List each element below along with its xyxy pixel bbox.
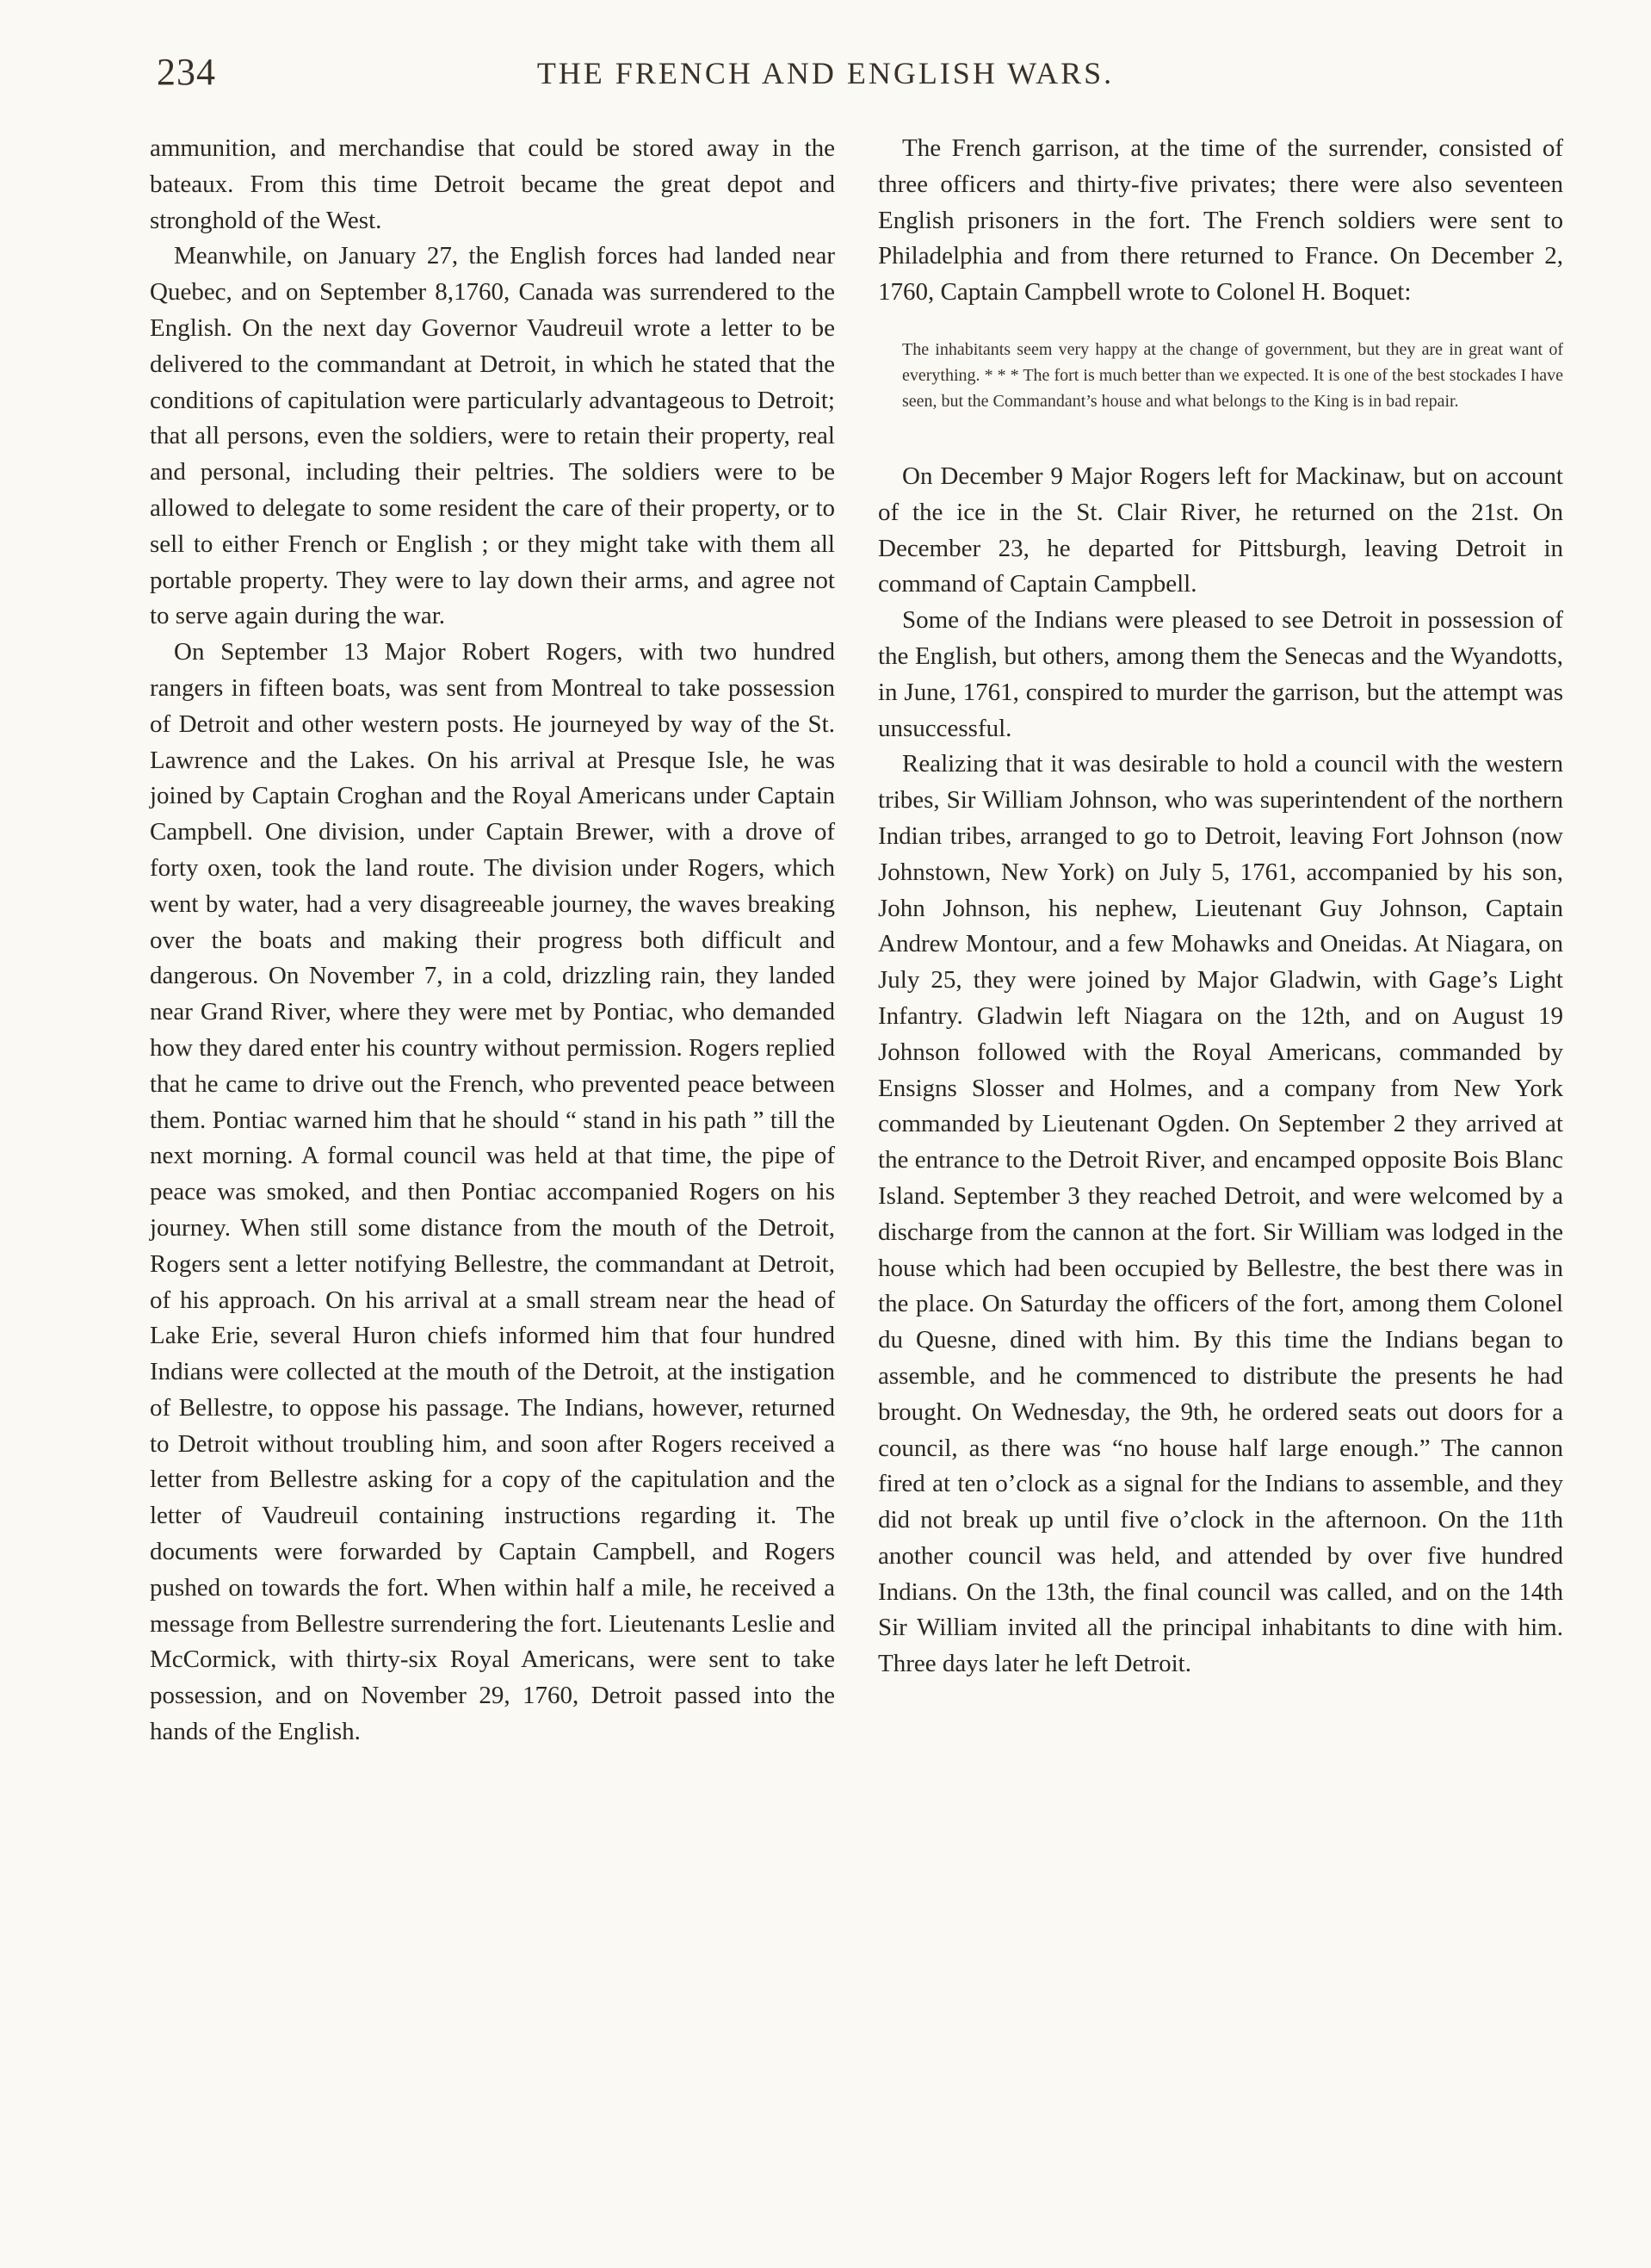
quote-text: The inhabitants seem very happy at the change of government, but they are in great want of everything. * * * The fort is much better than we expected. It is one of the best stockades I have seen, but the Commandant’s house and what belongs to the King is in bad repair.	[902, 339, 1563, 411]
paragraph: Some of the Indians were pleased to see Detroit in possession of the English, but others, among them the Senecas and the Wyandotts, in June, 1761, conspired to murder the garrison, but the attempt was unsuccessful.	[878, 606, 1563, 742]
paragraph: The French garrison, at the time of the surrender, consisted of three officers and thirty-five privates; there were also seventeen English prisoners in the fort. The French soldiers were sent to Philadelphia and from there returned to France. On December 2, 1760, Captain Campbell wrote to Colonel H. Boquet:	[878, 134, 1563, 307]
left-column	[150, 131, 835, 1751]
page-number: 234	[157, 51, 216, 93]
running-title: THE FRENCH AND ENGLISH WARS.	[536, 56, 1115, 90]
paragraph: On December 9 Major Rogers left for Mackinaw, but on account of the ice in the St. Clair River, he returned on the 21st. On December 23, he departed for Pittsburgh, leaving Detroit in command of Captain Campbell.	[878, 462, 1563, 598]
paragraph: ammunition, and merchandise that could be stored away in the bateaux. From this time Detroit became the great depot and stronghold of the West.	[150, 134, 835, 234]
page-header	[0, 50, 1651, 102]
paragraph: Realizing that it was desirable to hold a council with the western tribes, Sir William Johnson, who was superintendent of the northern Indian tribes, arranged to go to Detroit, leaving Fort Johnson (now Johnstown, New York) on July 5, 1761, accompanied by his son, John Johnson, his nephew, Lieutenant Guy Johnson, Captain Andrew Montour, and a few Mohawks and Oneidas. At Niagara, on July 25, they were joined by Major Gladwin, with Gage’s Light Infantry. Gladwin left Niagara on the 12th, and on August 19 Johnson followed with the Royal Americans, commanded by Ensigns Slosser and Holmes, and a company from New York commanded by Lieutenant Ogden. On September 2 they arrived at the entrance to the Detroit River, and encamped opposite Bois Blanc Island. September 3 they reached Detroit, and were welcomed by a discharge from the cannon at the fort. Sir William was lodged in the house which had been occupied by Bellestre, the best there was in the place. On Saturday the officers of the fort, among them Colonel du Quesne, dined with him. By this time the Indians began to assemble, and he commenced to distribute the presents he had brought. On Wednesday, the 9th, he ordered seats out doors for a council, as there was “no house half large enough.” The cannon fired at ten o’clock as a signal for the Indians to assemble, and they did not break up until five o’clock in the afternoon. On the 11th another council was held, and attended by over five hundred Indians. On the 13th, the final council was called, and on the 14th Sir William invited all the principal inhabitants to dine with him. Three days later he left Detroit.	[878, 750, 1563, 1678]
paragraph: On September 13 Major Robert Rogers, with two hundred rangers in fifteen boats, was sent from Montreal to take possession of Detroit and other western posts. He journeyed by way of the St. Lawrence and the Lakes. On his arrival at Presque Isle, he was joined by Captain Croghan and the Royal Americans under Captain Campbell. One division, under Captain Brewer, with a drove of forty oxen, took the land route. The division under Rogers, which went by water, had a very disagreeable journey, the waves breaking over the boats and making their progress both difficult and dangerous. On November 7, in a cold, drizzling rain, they landed near Grand River, where they were met by Pontiac, who demanded how they dared enter his country without permission. Rogers replied that he came to drive out the French, who prevented peace between them. Pontiac warned him that he should “ stand in his path ” till the next morning. A formal council was held at that time, the pipe of peace was smoked, and then Pontiac accompanied Rogers on his journey. When still some distance from the mouth of the Detroit, Rogers sent a letter notifying Bellestre, the commandant at Detroit, of his approach. On his arrival at a small stream near the head of Lake Erie, several Huron chiefs informed him that four hundred Indians were collected at the mouth of the Detroit, at the instigation of Bellestre, to oppose his passage. The Indians, however, returned to Detroit without troubling him, and soon after Rogers received a letter from Bellestre asking for a copy of the capitulation and the letter of Vaudreuil containing instructions regarding it. The documents were forwarded by Captain Campbell, and Rogers pushed on towards the fort. When within half a mile, he received a message from Bellestre surrendering the fort. Lieutenants Leslie and McCormick, with thirty-six Royal Americans, were sent to take possession, and on November 29, 1760, Detroit passed into the hands of the English.	[150, 638, 835, 1746]
paragraph: Meanwhile, on January 27, the English forces had landed near Quebec, and on September 8,1760, Canada was surrendered to the English. On the next day Governor Vaudreuil wrote a letter to be delivered to the commandant at Detroit, in which he stated that the conditions of capitulation were particularly advantageous to Detroit; that all persons, even the soldiers, were to retain their property, real and personal, including their peltries. The soldiers were to be allowed to delegate to some resident the care of their property, or to sell to either French or English ; or they might take with them all portable property. They were to lay down their arms, and agree not to serve again during the war.	[150, 242, 835, 630]
letter-quote	[878, 337, 1563, 414]
right-column	[878, 131, 1563, 1682]
